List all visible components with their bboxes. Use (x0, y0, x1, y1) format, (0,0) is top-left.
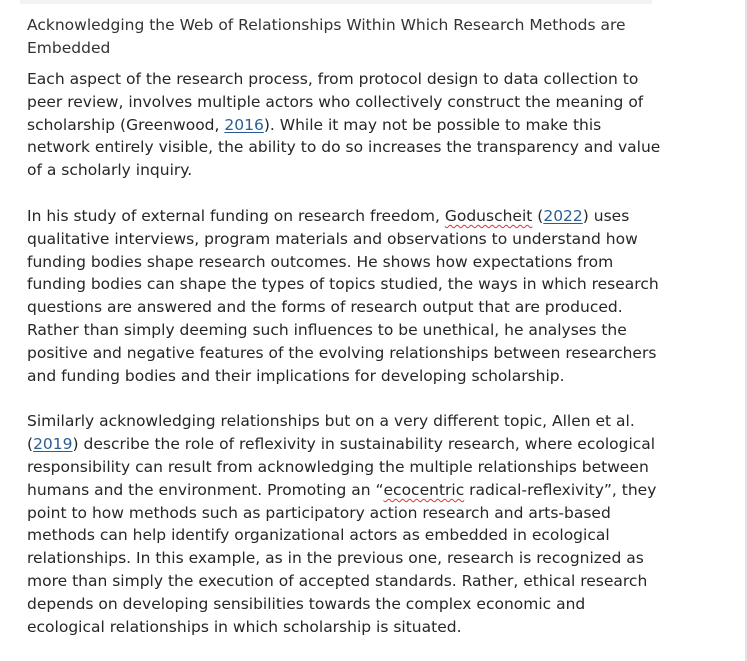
section-heading: Acknowledging the Web of Relationships Within Which Research Methods are Embedded (27, 16, 626, 57)
paragraph-3 (27, 410, 667, 638)
paragraph-3-text-a: Similarly acknowledging relationships but on a very different topic, Allen et al. ( (27, 412, 635, 454)
paragraph-2-text-b: ( (532, 206, 544, 225)
paragraph-2 (27, 205, 667, 387)
document-body (27, 14, 667, 638)
paragraph-3-text-b: ) describe the role of reflexivity in sustainability research, where ecological responsibility can result from acknowledging the multiple relationships between humans and the environment. Promoting an “ (27, 435, 656, 499)
citation-link-allen-2019[interactable]: 2019 (33, 435, 73, 454)
spellcheck-word-ecocentric[interactable]: ecocentric (383, 480, 465, 499)
paragraph-1-text-a: Each aspect of the research process, from protocol design to data collection to peer review, involves multiple actors who collectively construct the meaning of scholarship (Greenwood, (27, 70, 644, 134)
top-border (20, 0, 652, 4)
spellcheck-word-goduscheit[interactable]: Goduscheit (444, 206, 533, 225)
paragraph-2-text-c: ) uses qualitative interviews, program materials and observations to understand how funding bodies shape research outcomes. He shows how expectations from funding bodies can shape the types of topics studied, the ways in which research questions are answered and the forms of research output that are produced. Rather than simply deeming such influences to be unethical, he analyses the positive and negative features of the evolving relationships between researchers and funding bodies and their implications for developing scholarship. (27, 206, 659, 385)
paragraph-3-text-c: radical-reflexivity”, they point to how methods such as participatory action research and arts-based methods can help identify organizational actors as embedded in ecological relationships. In this example, as in the previous one, research is recognized as more than simply the execution of accepted standards. Rather, ethical research depends on developing sensibilities towards the complex economic and ecological relationships in which scholarship is situated. (27, 480, 657, 636)
paragraph-2-text-a: In his study of external funding on research freedom, (27, 206, 445, 225)
paragraph-1-text-b: ). While it may not be possible to make this network entirely visible, the ability to do so increases the transparency and value of a scholarly inquiry. (27, 115, 661, 180)
citation-link-goduscheit-2022[interactable]: 2022 (543, 206, 583, 225)
citation-link-greenwood-2016[interactable]: 2016 (224, 115, 264, 134)
paragraph-1 (27, 68, 667, 182)
